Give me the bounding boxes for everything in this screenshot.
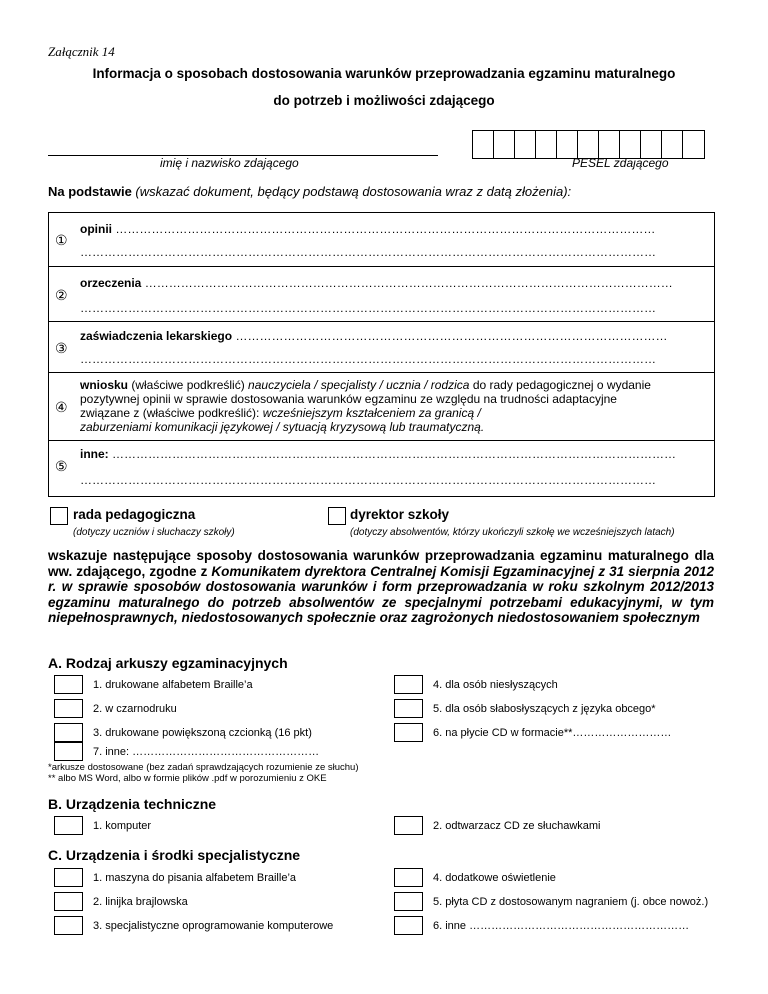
pesel-digit-cell[interactable] xyxy=(494,131,515,158)
option-checkbox[interactable] xyxy=(54,916,83,935)
basis-heading: Na podstawie (wskazać dokument, będący podstawą dostosowania wraz z datą złożenia): xyxy=(48,184,572,199)
option-item[interactable]: 3. drukowane powiększoną czcionką (16 pkt) xyxy=(54,723,312,742)
option-number-4: ④ xyxy=(55,399,68,415)
pesel-grid[interactable] xyxy=(472,130,705,159)
option-item[interactable]: 2. w czarnodruku xyxy=(54,699,177,718)
pesel-caption: PESEL zdającego xyxy=(572,156,669,170)
section-a-title: A. Rodzaj arkuszy egzaminacyjnych xyxy=(48,655,288,671)
divider xyxy=(48,496,714,497)
dyrektor-label: dyrektor szkoły xyxy=(350,507,450,522)
option-dots-line[interactable]: ……………………………………………………………………………………………………………………………… xyxy=(80,473,656,487)
pesel-digit-cell[interactable] xyxy=(662,131,683,158)
option-dots-line[interactable]: ……………………………………………………………………………………………………………………………… xyxy=(80,301,656,315)
option-checkbox[interactable] xyxy=(54,723,83,742)
option-checkbox[interactable] xyxy=(394,916,423,935)
option-zaswiadczenia[interactable]: zaświadczenia lekarskiego ……………………………………………………………………………………………… xyxy=(80,329,668,343)
option-opinii[interactable]: opinii ……………………………………………………………………………………………………………………… xyxy=(80,222,656,236)
option-item[interactable]: 1. drukowane alfabetem Braille’a xyxy=(54,675,253,694)
option-checkbox[interactable] xyxy=(394,892,423,911)
option-checkbox[interactable] xyxy=(54,699,83,718)
rada-checkbox[interactable] xyxy=(50,507,68,525)
option-item[interactable]: 2. odtwarzacz CD ze słuchawkami xyxy=(394,816,601,835)
option-checkbox[interactable] xyxy=(54,742,83,761)
section-b-title: B. Urządzenia techniczne xyxy=(48,796,217,812)
rada-label: rada pedagogiczna xyxy=(73,507,196,522)
option-item[interactable]: 6. inne …………………………………………………… xyxy=(394,916,689,935)
pesel-digit-cell[interactable] xyxy=(620,131,641,158)
form-title-line2: do potrzeb i możliwości zdającego xyxy=(273,93,495,108)
option-item[interactable]: 1. maszyna do pisania alfabetem Braille’a xyxy=(54,868,296,887)
divider xyxy=(48,266,714,267)
option-number-5: ⑤ xyxy=(55,458,68,474)
option-checkbox[interactable] xyxy=(394,816,423,835)
form-title-line1: Informacja o sposobach dostosowania warunków przeprowadzania egzaminu maturalnego xyxy=(92,66,676,81)
pesel-digit-cell[interactable] xyxy=(578,131,599,158)
divider xyxy=(48,440,714,441)
dyrektor-note: (dotyczy absolwentów, którzy ukończyli szkołę we wcześniejszych latach) xyxy=(350,527,675,538)
option-item[interactable]: 6. na płycie CD w formacie**……………………… xyxy=(394,723,671,742)
option-checkbox[interactable] xyxy=(54,892,83,911)
option-checkbox[interactable] xyxy=(394,868,423,887)
name-caption: imię i nazwisko zdającego xyxy=(160,156,299,170)
option-checkbox[interactable] xyxy=(394,723,423,742)
option-item[interactable]: 3. specjalistyczne oprogramowanie komputerowe xyxy=(54,916,333,935)
option-checkbox[interactable] xyxy=(394,699,423,718)
option-number-3: ③ xyxy=(55,340,68,356)
option-item[interactable]: 7. inne: …………………………………………… xyxy=(54,742,319,761)
option-item[interactable]: 5. płyta CD z dostosowanym nagraniem (j. obce nowoż.) xyxy=(394,892,708,911)
divider xyxy=(48,321,714,322)
statement-text: wskazuje następujące sposoby dostosowania warunków przeprowadzania egzaminu maturalnego dla ww. zdającego, zgodne z Komunikatem dyrektora Centralnej Komisji Egzaminacyjnej z 31 sierpnia 2012 r. w sprawie sposobów dostosowania warunków i form przeprowadzania w roku szkolnym 2012/2013 egzaminu maturalnego do potrzeb absolwentów ze specjalnymi potrzebami edukacyjnymi, w tym niepełnosprawnych, niedostosowanych społecznie oraz zagrożonych niedostosowaniem społecznym xyxy=(48,548,714,625)
option-inne[interactable]: inne: …………………………………………………………………………………………………………………………… xyxy=(80,447,677,461)
option-orzeczenia[interactable]: orzeczenia …………………………………………………………………………………………………………………… xyxy=(80,276,673,290)
pesel-digit-cell[interactable] xyxy=(599,131,620,158)
option-number-2: ② xyxy=(55,287,68,303)
option-item[interactable]: 5. dla osób słabosłyszących z języka obcego* xyxy=(394,699,656,718)
pesel-digit-cell[interactable] xyxy=(641,131,662,158)
option-dots-line[interactable]: ……………………………………………………………………………………………………………………………… xyxy=(80,352,656,366)
section-c-title: C. Urządzenia i środki specjalistyczne xyxy=(48,847,301,863)
footnote: *arkusze dostosowane (bez zadań sprawdzających rozumienie ze słuchu) xyxy=(48,762,359,773)
option-checkbox[interactable] xyxy=(54,816,83,835)
option-dots-line[interactable]: ……………………………………………………………………………………………………………………………… xyxy=(80,245,656,259)
option-item[interactable]: 1. komputer xyxy=(54,816,151,835)
rada-note: (dotyczy uczniów i słuchaczy szkoły) xyxy=(73,527,235,538)
option-checkbox[interactable] xyxy=(394,675,423,694)
option-checkbox[interactable] xyxy=(54,868,83,887)
option-wniosku[interactable]: wniosku (właściwe podkreślić) nauczyciela / specjalisty / ucznia / rodzica do rady pedagogicznej o wydanie pozytywnej opinii w sprawie dostosowania warunków egzaminu ze względu na trudności adaptacyjne związane z (właściwe podkreślić): wcześniejszym kształceniem za granicą / zaburzeniami komunikacji językowej / sytuacją kryzysową lub traumatyczną. xyxy=(80,378,651,434)
pesel-digit-cell[interactable] xyxy=(557,131,578,158)
pesel-digit-cell[interactable] xyxy=(536,131,557,158)
option-checkbox[interactable] xyxy=(54,675,83,694)
footnote: ** albo MS Word, albo w formie plików .pdf w porozumieniu z OKE xyxy=(48,773,327,784)
dyrektor-checkbox[interactable] xyxy=(328,507,346,525)
annex-label: Załącznik 14 xyxy=(48,44,115,59)
option-item[interactable]: 2. linijka brajlowska xyxy=(54,892,188,911)
pesel-digit-cell[interactable] xyxy=(515,131,536,158)
divider xyxy=(48,372,714,373)
pesel-digit-cell[interactable] xyxy=(683,131,704,158)
option-item[interactable]: 4. dla osób niesłyszących xyxy=(394,675,558,694)
option-item[interactable]: 4. dodatkowe oświetlenie xyxy=(394,868,556,887)
option-number-1: ① xyxy=(55,232,68,248)
pesel-digit-cell[interactable] xyxy=(473,131,494,158)
